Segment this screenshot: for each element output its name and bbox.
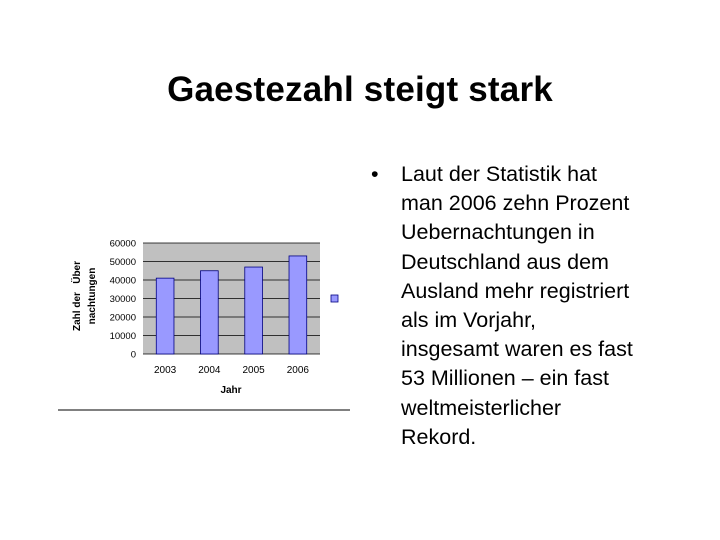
chart-y-tick-labels: [110, 239, 136, 361]
chart-bar-2004: [201, 271, 219, 354]
chart-y-axis-title-line-1: Zahl der Über: [72, 260, 83, 332]
chart-bar-2006: [289, 256, 307, 354]
chart-y-tick-label: 10000: [109, 331, 136, 342]
chart-y-tick-label: 0: [130, 349, 136, 361]
slide-title: Gaestezahl steigt stark: [167, 70, 553, 109]
bullet-point-text: Laut der Statistik hat man 2006 zehn Prozent Uebernachtungen in Deutschland aus dem Ausland mehr registriert als im Vorjahr, insgesamt waren es fast 53 Millionen – ein fast weltmeisterlicher Rekord.: [401, 162, 633, 449]
chart-x-tick-label: 2003: [154, 365, 177, 376]
chart-y-tick-label: 50000: [109, 257, 136, 268]
chart-bar-2003: [156, 278, 174, 354]
chart-bar-2005: [245, 267, 263, 354]
bullet-point-symbol: •: [371, 162, 379, 186]
chart-x-tick-label: 2004: [198, 365, 221, 376]
chart-legend-marker: [331, 295, 338, 302]
chart-y-tick-label: 30000: [109, 294, 136, 305]
chart-x-tick-labels: [154, 365, 309, 376]
chart-x-tick-label: 2005: [242, 365, 265, 376]
chart-y-tick-label: 40000: [109, 275, 136, 287]
chart-y-axis-title-line-2: nachtungen: [87, 267, 98, 325]
chart-x-tick-label: 2006: [286, 365, 309, 376]
chart-x-axis-title: Jahr: [220, 385, 242, 396]
chart-y-tick-label: 20000: [109, 312, 136, 324]
chart-y-tick-label: 60000: [109, 238, 136, 250]
